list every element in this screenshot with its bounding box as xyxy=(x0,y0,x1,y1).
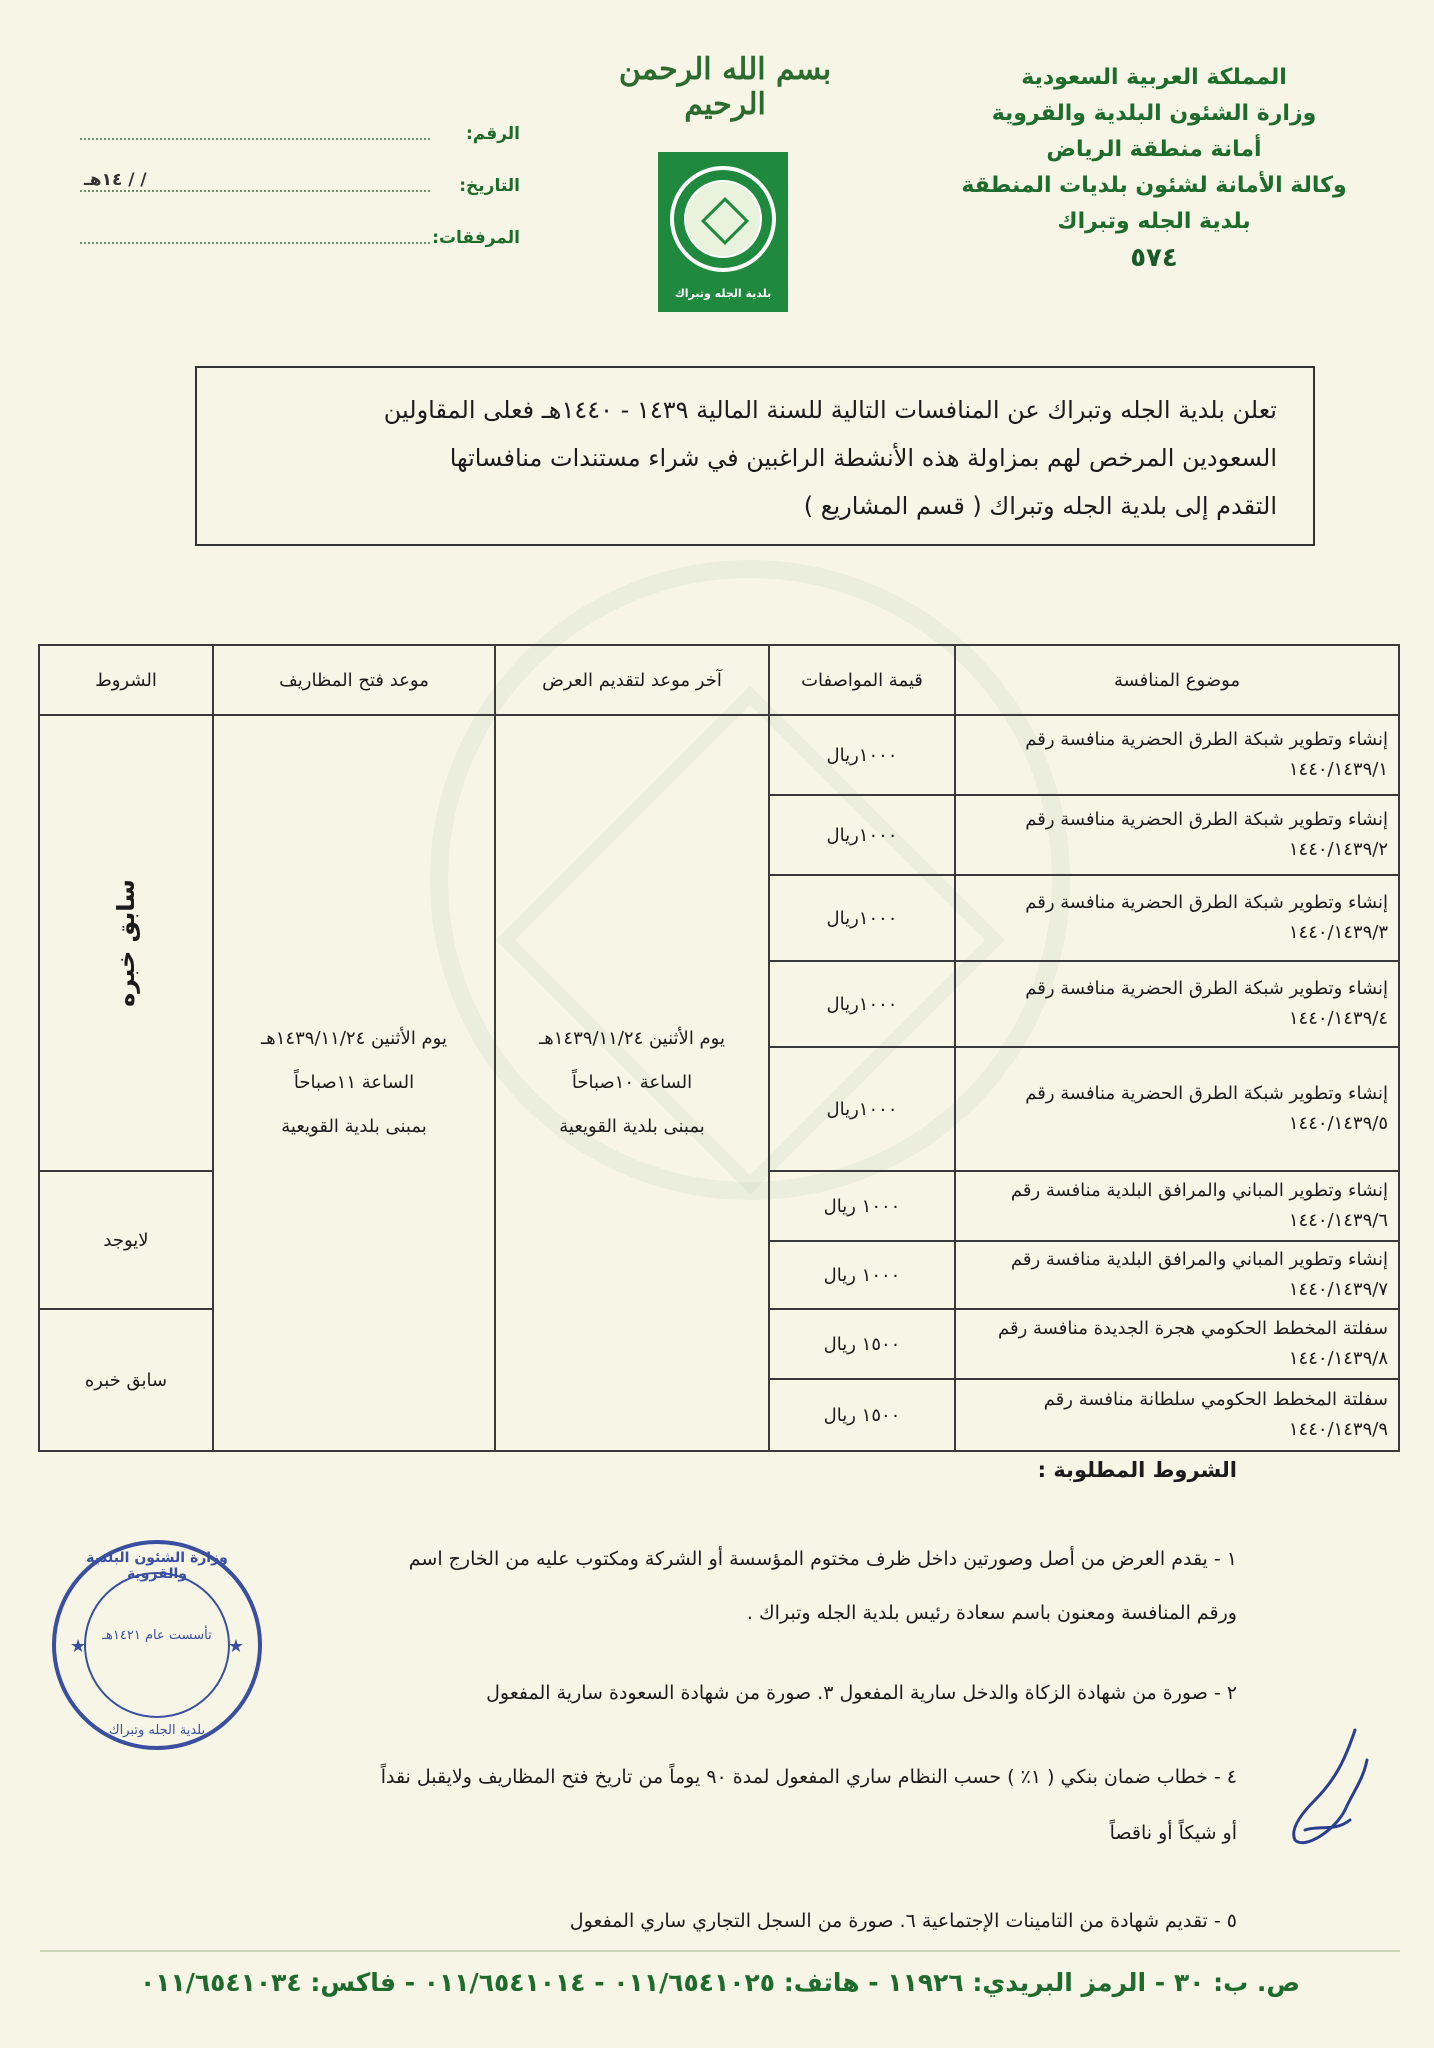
stamp-top-text: وزارة الشئون البلدية والقروية xyxy=(86,1550,228,1582)
header-subject: موضوع المنافسة xyxy=(955,645,1399,715)
tender-value: ١٥٠٠ ريال xyxy=(769,1309,955,1379)
number-field xyxy=(80,118,520,170)
announcement-box xyxy=(195,366,1315,546)
basmala: بسم الله الرحمن الرحيم xyxy=(618,52,832,122)
dotted-line xyxy=(80,138,430,140)
requirement-line: ٤ - خطاب ضمان بنكي ( ١٪ ) حسب النظام ساري المفعول لمدة ٩٠ يوماً من تاريخ فتح المظاريف ولايقبل نقداً xyxy=(380,1766,1237,1788)
tender-subject: سفلتة المخطط الحكومي سلطانة منافسة رقم ١٤٤٠/١٤٣٩/٩ xyxy=(955,1379,1399,1451)
announcement-line: السعودين المرخص لهم بمزاولة هذه الأنشطة الراغبين في شراء مستندات منافساتها xyxy=(449,444,1277,472)
official-stamp xyxy=(52,1540,262,1750)
opening-place: بمبنى بلدية القويعية xyxy=(281,1116,427,1137)
date-label: التاريخ: xyxy=(459,176,520,196)
requirement-line: ورقم المنافسة ومعنون باسم سعادة رئيس بلدية الجله وتبراك . xyxy=(746,1602,1237,1624)
deadline-cell xyxy=(495,715,769,1451)
tender-value: ١٠٠٠ريال xyxy=(769,1047,955,1171)
tenders-table xyxy=(38,644,1400,1452)
opening-day: يوم الأثنين ١٤٣٩/١١/٢٤هـ xyxy=(261,1028,447,1049)
header-value: قيمة المواصفات xyxy=(769,645,955,715)
tender-value: ١٠٠٠ ريال xyxy=(769,1241,955,1309)
stamp-middle-text: تأسست عام ١٤٢١هـ xyxy=(102,1628,212,1643)
letterhead-line: وكالة الأمانة لشئون بلديات المنطقة xyxy=(961,173,1347,198)
deadline-place: بمبنى بلدية القويعية xyxy=(559,1116,705,1137)
tender-value: ١٠٠٠ريال xyxy=(769,875,955,961)
tender-value: ١٠٠٠ ريال xyxy=(769,1171,955,1241)
logo-caption: بلدية الجله وتبراك xyxy=(674,287,772,300)
attachments-label: المرفقات: xyxy=(432,228,520,248)
logo-ring xyxy=(670,166,776,272)
tender-subject: إنشاء وتطوير شبكة الطرق الحضرية منافسة رقم ١٤٤٠/١٤٣٩/٣ xyxy=(955,875,1399,961)
dotted-line xyxy=(80,190,430,192)
tender-subject: إنشاء وتطوير شبكة الطرق الحضرية منافسة رقم ١٤٤٠/١٤٣٩/٤ xyxy=(955,961,1399,1047)
opening-time: الساعة ١١صباحاً xyxy=(293,1072,415,1093)
tender-subject: سفلتة المخطط الحكومي هجرة الجديدة منافسة رقم ١٤٤٠/١٤٣٩/٨ xyxy=(955,1309,1399,1379)
requirement-line: أو شيكاً أو ناقصاً xyxy=(1109,1822,1237,1844)
document-number: ٥٧٤ xyxy=(1130,243,1178,273)
letterhead-right xyxy=(934,60,1374,276)
tender-value: ١٥٠٠ ريال xyxy=(769,1379,955,1451)
requirement-line: ٥ - تقديم شهادة من التامينات الإجتماعية ٦. صورة من السجل التجاري ساري المفعول xyxy=(569,1910,1237,1932)
dotted-line xyxy=(80,242,430,244)
date-value: / / ١٤هـ xyxy=(80,170,151,190)
opening-cell xyxy=(213,715,495,1451)
footer-contact: ص. ب: ٣٠ - الرمز البريدي: ١١٩٢٦ - هاتف: ٠١١/٦٥٤١٠٢٥ - ٠١١/٦٥٤١٠١٤ - فاكس: ٠١١/٦٥٤١٠٣٤ xyxy=(139,1968,1301,1997)
date-field xyxy=(80,170,520,222)
tender-subject: إنشاء وتطوير المباني والمرافق البلدية منافسة رقم ١٤٤٠/١٤٣٩/٧ xyxy=(955,1241,1399,1309)
requirement-line: ١ - يقدم العرض من أصل وصورتين داخل ظرف مختوم المؤسسة أو الشركة ومكتوب عليه من الخارج اسم xyxy=(408,1548,1237,1570)
letterhead-line: المملكة العربية السعودية xyxy=(1021,65,1287,90)
letterhead-line: بلدية الجله وتبراك xyxy=(1057,209,1251,234)
tender-subject: إنشاء وتطوير شبكة الطرق الحضرية منافسة رقم ١٤٤٠/١٤٣٩/٢ xyxy=(955,795,1399,875)
tender-subject: إنشاء وتطوير المباني والمرافق البلدية منافسة رقم ١٤٤٠/١٤٣٩/٦ xyxy=(955,1171,1399,1241)
header-deadline: آخر موعد لتقديم العرض xyxy=(495,645,769,715)
tender-value: ١٠٠٠ريال xyxy=(769,961,955,1047)
reference-fields xyxy=(80,118,520,274)
tender-subject: إنشاء وتطوير شبكة الطرق الحضرية منافسة رقم ١٤٤٠/١٤٣٩/٥ xyxy=(955,1047,1399,1171)
tender-value: ١٠٠٠ريال xyxy=(769,715,955,795)
signature-icon xyxy=(1275,1720,1375,1860)
table-header-row xyxy=(39,645,1399,715)
condition-text: سابق خبره xyxy=(112,879,140,1007)
logo-emblem xyxy=(684,180,762,258)
condition-cell xyxy=(39,715,213,1171)
requirement-line: ٢ - صورة من شهادة الزكاة والدخل سارية المفعول ٣. صورة من شهادة السعودة سارية المفعول xyxy=(486,1682,1237,1704)
logo-diamond-icon xyxy=(701,197,749,245)
announcement-line: تعلن بلدية الجله وتبراك عن المنافسات التالية للسنة المالية ١٤٣٩ - ١٤٤٠هـ فعلى المقاولين xyxy=(383,396,1277,424)
tender-subject: إنشاء وتطوير شبكة الطرق الحضرية منافسة رقم ١٤٤٠/١٤٣٩/١ xyxy=(955,715,1399,795)
star-icon: ★ xyxy=(227,1636,244,1657)
municipality-logo xyxy=(658,152,788,312)
header-conditions: الشروط xyxy=(39,645,213,715)
attachments-field xyxy=(80,222,520,274)
condition-text: سابق خبره xyxy=(84,1369,168,1391)
condition-text: لايوجد xyxy=(103,1229,149,1251)
footer-rule xyxy=(40,1950,1400,1952)
condition-cell xyxy=(39,1309,213,1451)
deadline-time: الساعة ١٠صباحاً xyxy=(571,1072,693,1093)
star-icon: ★ xyxy=(70,1636,87,1657)
letterhead-line: أمانة منطقة الرياض xyxy=(1046,137,1262,162)
stamp-inner-ring xyxy=(84,1572,230,1718)
number-label: الرقم: xyxy=(465,124,520,144)
condition-cell xyxy=(39,1171,213,1309)
requirements-title: الشروط المطلوبة : xyxy=(1037,1458,1237,1482)
deadline-day: يوم الأثنين ١٤٣٩/١١/٢٤هـ xyxy=(539,1028,725,1049)
letterhead-line: وزارة الشئون البلدية والقروية xyxy=(991,101,1317,126)
header-opening: موعد فتح المظاريف xyxy=(213,645,495,715)
tender-value: ١٠٠٠ريال xyxy=(769,795,955,875)
stamp-bottom-text: بلدية الجله وتبراك xyxy=(108,1723,206,1738)
table-row xyxy=(39,715,1399,795)
announcement-line: التقدم إلى بلدية الجله وتبراك ( قسم المشاريع ) xyxy=(803,492,1277,520)
